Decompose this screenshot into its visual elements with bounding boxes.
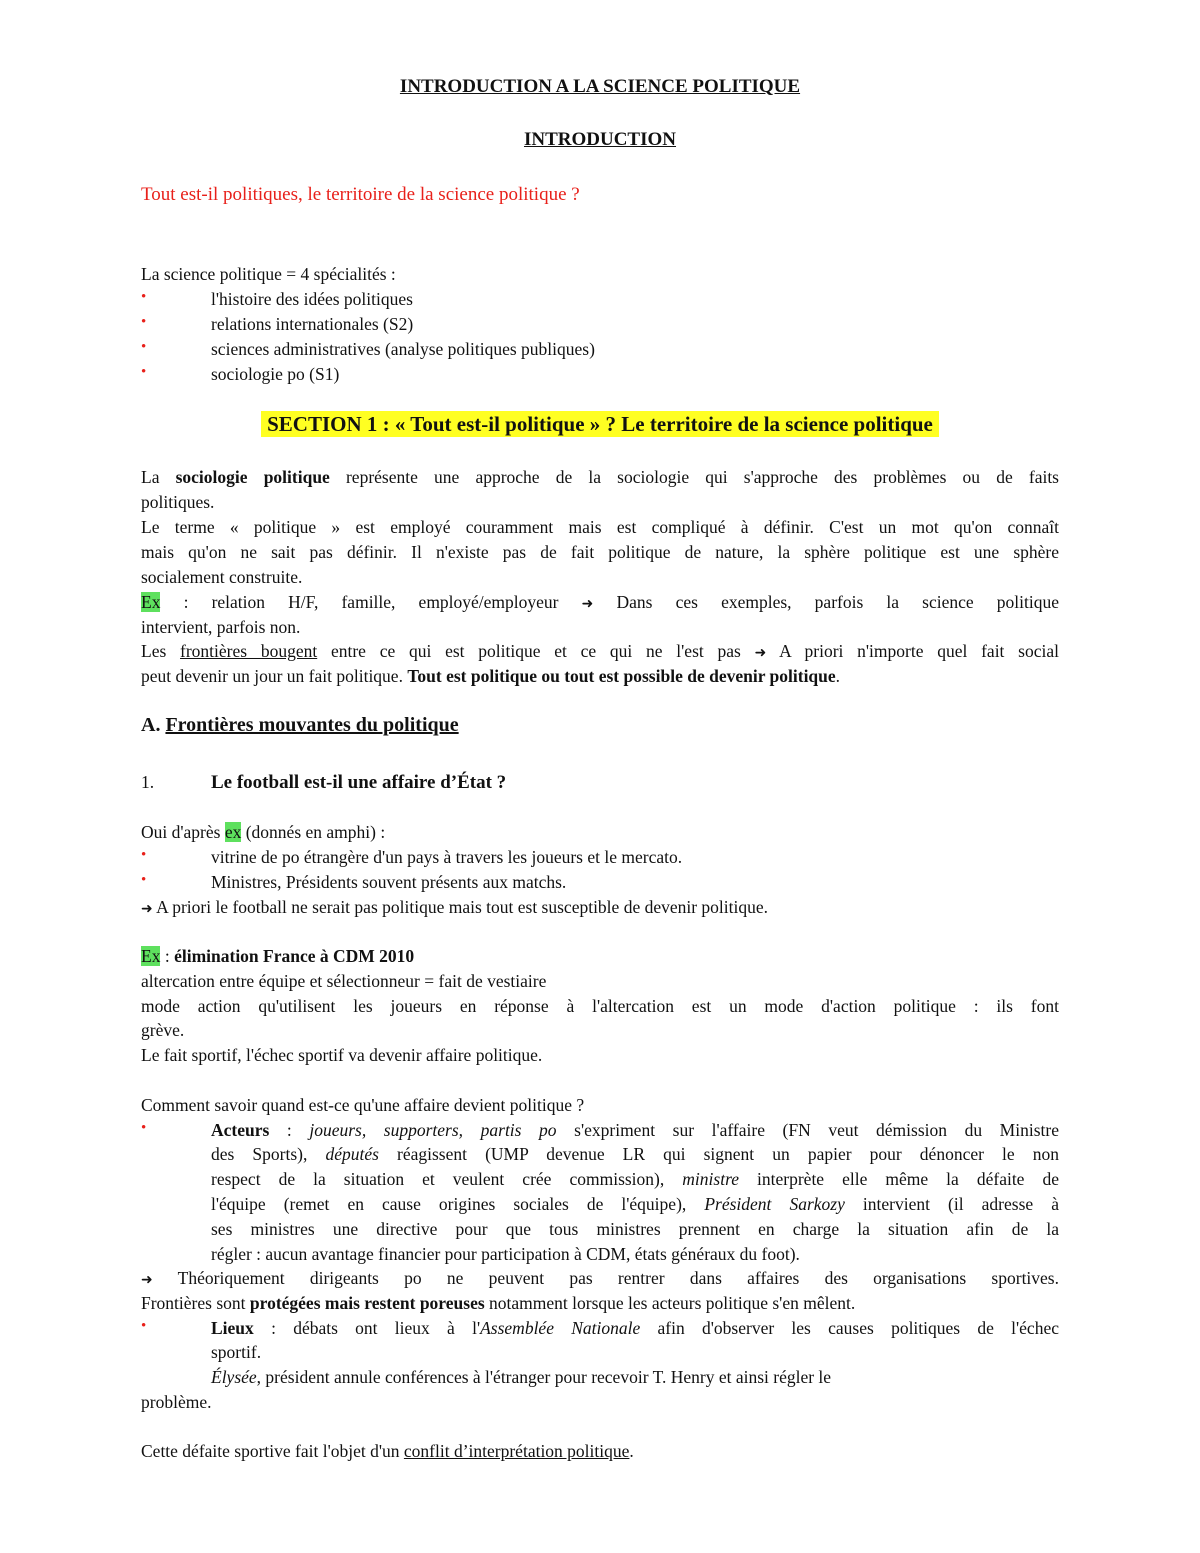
- bullet-icon: •: [141, 1318, 147, 1334]
- paragraph-line: ➜ Théoriquement dirigeants po ne peuvent pas rentrer dans affaires des organisations sportives.: [141, 1268, 1059, 1288]
- paragraph-line: sportif.: [211, 1342, 262, 1362]
- paragraph-line: peut devenir un jour un fait politique. Tout est politique ou tout est possible de devenir politique.: [141, 666, 841, 686]
- paragraph-line: régler : aucun avantage financier pour participation à CDM, états généraux du foot).: [211, 1244, 800, 1264]
- list-item: relations internationales (S2): [211, 314, 414, 334]
- bullet-icon: •: [141, 314, 147, 330]
- paragraph-line: Lieux : débats ont lieux à l'Assemblée Nationale afin d'observer les causes politiques de l'échec: [211, 1318, 1059, 1338]
- paragraph-line: Frontières sont protégées mais restent poreuses notamment lorsque les acteurs politique s'en mêlent.: [141, 1293, 856, 1313]
- paragraph-line: intervient, parfois non.: [141, 617, 301, 637]
- paragraph-line: socialement construite.: [141, 567, 303, 587]
- bullet-icon: •: [141, 364, 147, 380]
- list-item: l'histoire des idées politiques: [211, 289, 413, 309]
- intro-question: Tout est-il politiques, le territoire de la science politique ?: [141, 184, 580, 205]
- list-item: sciences administratives (analyse politiques publiques): [211, 339, 595, 359]
- ex-highlight: Ex: [141, 592, 161, 612]
- paragraph-line: mode action qu'utilisent les joueurs en réponse à l'altercation est un mode d'action politique : ils font: [141, 996, 1059, 1016]
- specialites-intro: La science politique = 4 spécialités :: [141, 264, 396, 284]
- paragraph-line: ses ministres une directive pour que tous ministres prennent en charge la situation afin de la: [211, 1219, 1059, 1239]
- paragraph-line: ➜ A priori le football ne serait pas politique mais tout est susceptible de devenir politique.: [141, 897, 769, 917]
- paragraph-line: Élysée, président annule conférences à l'étranger pour recevoir T. Henry et ainsi régler le: [211, 1367, 832, 1387]
- paragraph-line: Ex : élimination France à CDM 2010: [141, 946, 415, 966]
- arrow-right-icon: ➜: [581, 596, 594, 612]
- paragraph-line: grève.: [141, 1020, 185, 1040]
- list-item: vitrine de po étrangère d'un pays à travers les joueurs et le mercato.: [211, 847, 683, 867]
- arrow-right-icon: ➜: [754, 645, 767, 661]
- paragraph-line: Les frontières bougent entre ce qui est politique et ce qui ne l'est pas ➜ A priori n'importe quel fait social: [141, 641, 1059, 661]
- ex-highlight: Ex: [141, 946, 161, 966]
- arrow-right-icon: ➜: [141, 901, 153, 917]
- arrow-right-icon: ➜: [141, 1272, 153, 1288]
- subsection-number: 1.: [141, 772, 155, 792]
- bullet-icon: •: [141, 339, 147, 355]
- ex-highlight: ex: [224, 822, 242, 842]
- section-1-heading: SECTION 1 : « Tout est-il politique » ? Le territoire de la science politique: [261, 411, 939, 437]
- paragraph-line: Cette défaite sportive fait l'objet d'un conflit d’interprétation politique.: [141, 1441, 634, 1461]
- paragraph-line: l'équipe (remet en cause origines sociales de l'équipe), Président Sarkozy intervient (il adresse à: [211, 1194, 1059, 1214]
- paragraph-line: Le terme « politique » est employé couramment mais est compliqué à définir. C'est un mot qu'on connaît: [141, 517, 1059, 537]
- section-a-heading: A. Frontières mouvantes du politique: [141, 714, 459, 736]
- paragraph-line: respect de la situation et veulent crée commission), ministre interprète elle même la défaite de: [211, 1169, 1059, 1189]
- paragraph-line: Le fait sportif, l'échec sportif va devenir affaire politique.: [141, 1045, 543, 1065]
- document-title: INTRODUCTION A LA SCIENCE POLITIQUE: [399, 76, 801, 97]
- paragraph-line: Acteurs : joueurs, supporters, partis po s'expriment sur l'affaire (FN veut démission du Ministre: [211, 1120, 1059, 1140]
- paragraph-line: Ex : relation H/F, famille, employé/employeur ➜ Dans ces exemples, parfois la science politique: [141, 592, 1059, 612]
- paragraph-line: Comment savoir quand est-ce qu'une affaire devient politique ?: [141, 1095, 585, 1115]
- list-item: sociologie po (S1): [211, 364, 340, 384]
- bullet-icon: •: [141, 847, 147, 863]
- paragraph-line: altercation entre équipe et sélectionneur = fait de vestiaire: [141, 971, 547, 991]
- subsection-heading: Le football est-il une affaire d’État ?: [211, 772, 507, 793]
- bullet-icon: •: [141, 872, 147, 888]
- paragraph-line: Oui d'après ex (donnés en amphi) :: [141, 822, 386, 842]
- list-item: Ministres, Présidents souvent présents aux matchs.: [211, 872, 567, 892]
- paragraph-line: problème.: [141, 1392, 212, 1412]
- document-subtitle: INTRODUCTION: [523, 129, 677, 150]
- bullet-icon: •: [141, 289, 147, 305]
- paragraph-line: politiques.: [141, 492, 215, 512]
- paragraph-line: mais qu'on ne sait pas définir. Il n'existe pas de fait politique de nature, la sphère politique est une sphère: [141, 542, 1059, 562]
- paragraph-line: La sociologie politique représente une approche de la sociologie qui s'approche des problèmes ou de faits: [141, 467, 1059, 487]
- bullet-icon: •: [141, 1120, 147, 1136]
- paragraph-line: des Sports), députés réagissent (UMP devenue LR qui signent un papier pour dénoncer le non: [211, 1144, 1059, 1164]
